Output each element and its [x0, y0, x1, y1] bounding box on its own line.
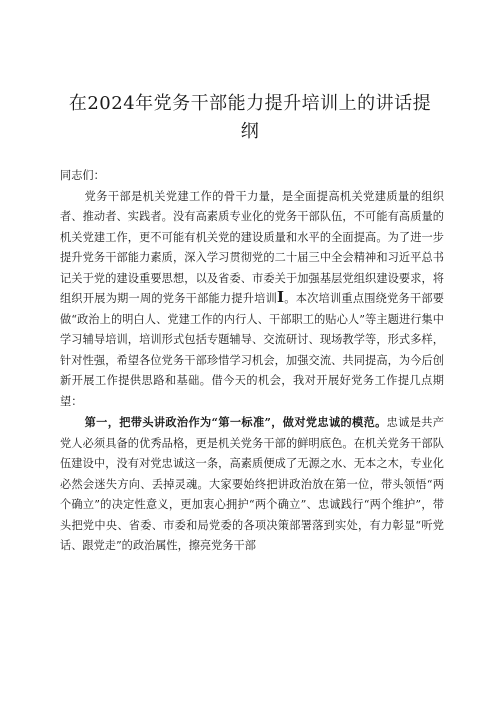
- paragraph-2-body: 忠诚是共产党人必须具备的优秀品格，更是机关党务干部的鲜明底色。在机关党务干部队伍建设中，没有对党忠诚这一条，高素质便成了无源之水、无本之木，专业化必然会迷失方向、丢掉灵魂。大家要始终把讲政治放在第一位，带头领悟“两个确立”的决定性意义，更加衷心拥护“两个确立”、忠诚践行“两个维护”，带头把党中央、省委、市委和局党委的各项决策部署落到实处，有力彰显“听党话、跟党走”的政治属性，擦亮党务干部: [60, 416, 444, 552]
- paragraph-2-heading: 第一，把带头讲政治作为“第一标准”，做对党忠诚的模范。: [84, 415, 387, 429]
- document-body: [60, 166, 444, 557]
- paragraph-2: [60, 412, 444, 557]
- document-title: 在2024年党务干部能力提升培训上的讲话提纲: [68, 93, 432, 142]
- paragraph-1-text-b: 。本次培训重点围绕党务干部要做“政治上的明白人、党建工作的内行人、干部职工的贴心人”等主题进行集中学习辅导培训，培训形式包括专题辅导、交流研讨、现场教学等，形式多样，针对性强，希望各位党务干部珍惜学习机会，加强交流、共同提高，为今后创新开展工作提供思路和基础。借今天的机会，我对开展好党务工作提几点期望：: [60, 292, 444, 408]
- paragraph-1-text-a: 党务干部是机关党建工作的骨干力量，是全面提高机关党建质量的组织者、推动者、实践者。没有高素质专业化的党务干部队伍，不可能有高质量的机关党建工作，更不可能有机关党的建设质量和水平的全面提高。为了进一步提升党务干部能力素质，深入学习贯彻党的二十届三中全会精神和习近平总书记关于党的建设重要思想，以及省委、市委关于加强基层党组织建设要求，将组织开展为期一周的党务干部能力提升培训: [60, 189, 444, 305]
- paragraph-1-mark: I: [277, 288, 285, 306]
- paragraph-1: [60, 187, 444, 413]
- salutation: 同志们：: [60, 169, 105, 182]
